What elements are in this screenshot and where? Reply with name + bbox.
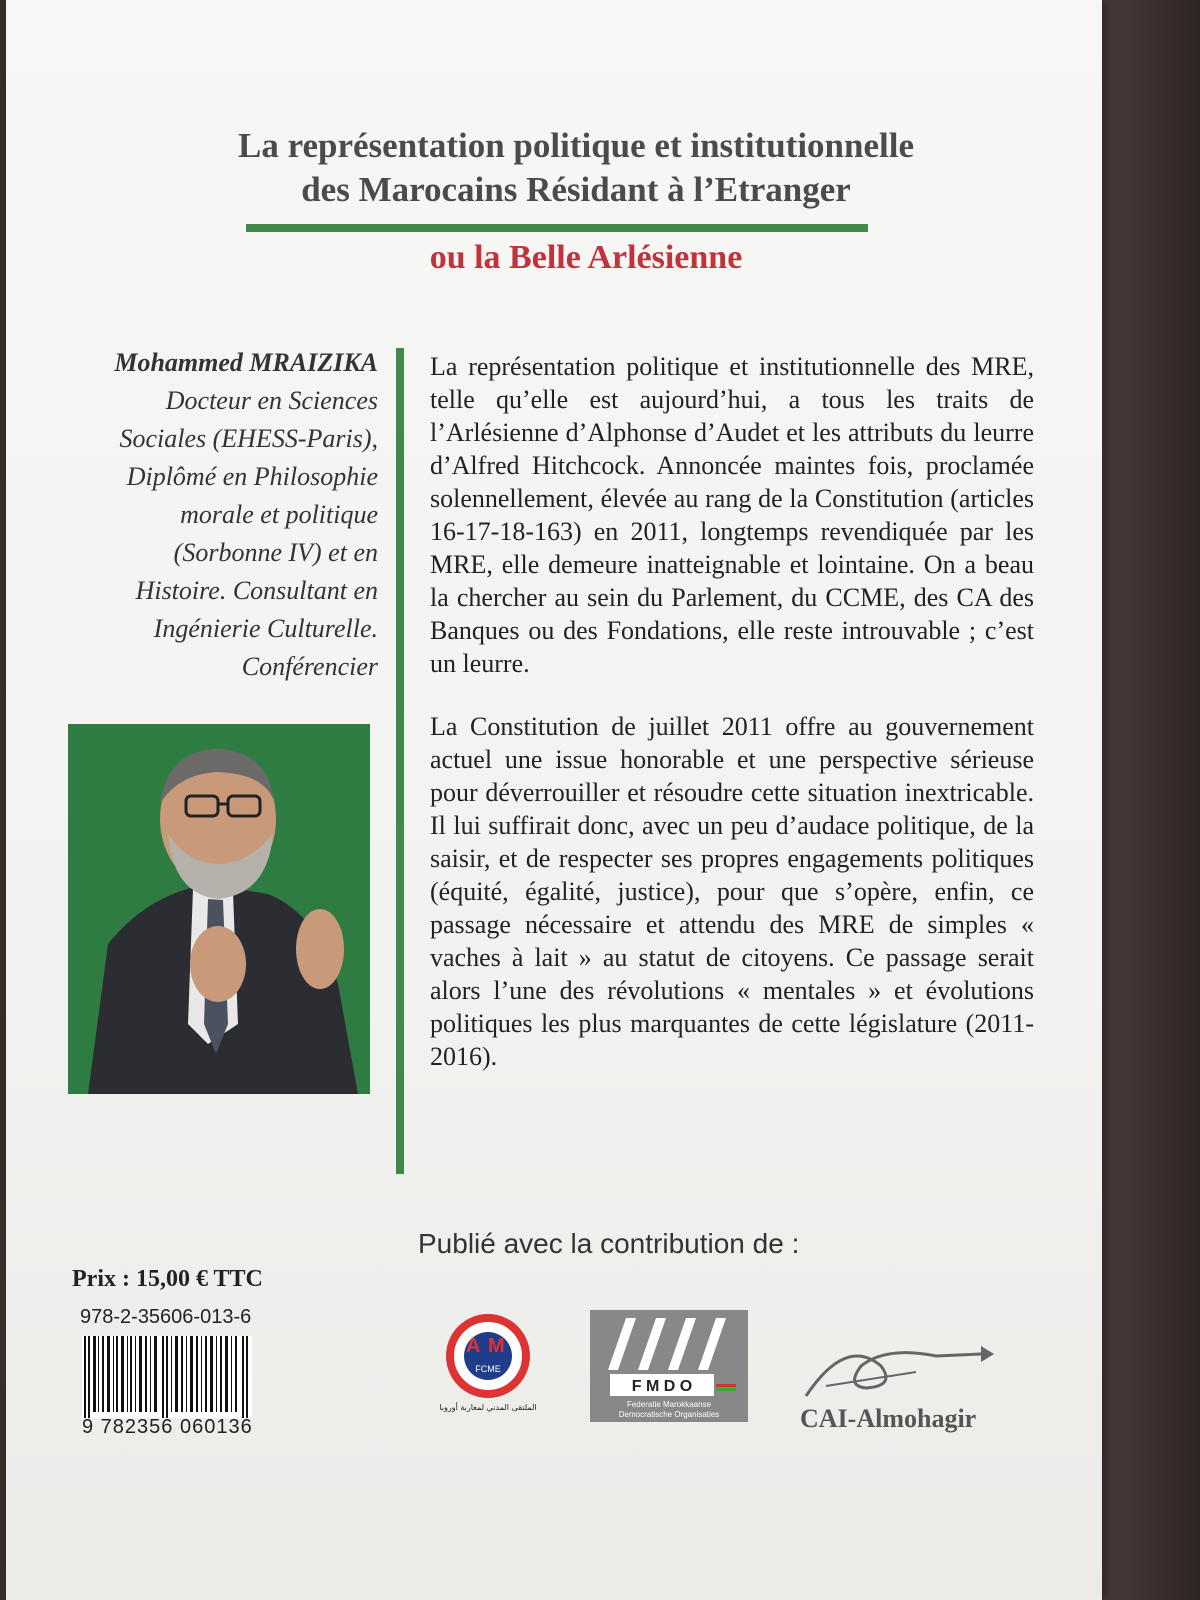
isbn-label: 978-2-35606-013-6 xyxy=(80,1306,252,1328)
blurb-paragraph-2: La Constitution de juillet 2011 offre au gouvernement actuel une issue honorable et une perspective sérieuse pour déverrouiller et résoudre cette situation inextricable. Il lui suffirait donc, avec un peu d’audace politique, de la saisir, et de respecter ses propres engagements politiques (équité, égalité, justice), pour que s’opère, enfin, ce passage nécessaire et attendu des MRE de simples « vaches à lait » au statut de citoyens. Ce passage serait alors l’une des révolutions « mentales » et évolutions politiques les plus marquantes de cette législature (2011-2016). xyxy=(430,712,1034,1071)
table-background xyxy=(1100,0,1200,1600)
fcme-logo-icon xyxy=(432,1312,544,1432)
svg-text:الملتقى المدني لمغاربة أوروبا: الملتقى المدني لمغاربة أوروبا xyxy=(439,1403,537,1412)
author-block xyxy=(46,344,378,686)
book-subtitle: ou la Belle Arlésienne xyxy=(429,239,743,276)
fcme-logo xyxy=(432,1312,544,1432)
svg-text:Federatie Marokkaanse: Federatie Marokkaanse xyxy=(626,1400,712,1409)
book-title-line-1: La représentation politique et institutionnelle xyxy=(237,126,915,165)
author-bio: Docteur en Sciences Sociales (EHESS-Paris), Diplômé en Philosophie morale et politique (Sorbonne IV) et en Histoire. Consultant en Ingénierie Culturelle. Conférencier xyxy=(119,386,378,681)
svg-text:Democratische Organisaties: Democratische Organisaties xyxy=(618,1410,720,1419)
cai-logo-icon xyxy=(786,1326,996,1416)
author-photo xyxy=(68,724,370,1094)
fmdo-logo xyxy=(590,1310,748,1422)
author-photo-illustration xyxy=(68,724,370,1094)
cai-logo xyxy=(786,1326,996,1416)
svg-text:FCME: FCME xyxy=(475,1364,501,1374)
fmdo-logo-icon xyxy=(590,1310,748,1422)
svg-text:M: M xyxy=(488,1335,505,1357)
book-back-cover xyxy=(6,0,1102,1600)
svg-text:A: A xyxy=(466,1335,481,1357)
published-with-label: Publié avec la contribution de : xyxy=(418,1228,800,1259)
back-cover-blurb xyxy=(430,350,1034,1103)
author-name: Mohammed MRAIZIKA xyxy=(114,348,378,377)
price-label: Prix : 15,00 € TTC xyxy=(72,1266,263,1292)
barcode-icon xyxy=(82,1336,252,1418)
book-title-line-2: des Marocains Résidant à l’Etranger xyxy=(301,170,851,209)
title-divider xyxy=(246,224,868,232)
column-divider xyxy=(396,348,404,1174)
cai-label: CAI-Almohagir xyxy=(800,1404,977,1433)
svg-text:F M D O: F M D O xyxy=(631,1378,693,1395)
barcode-digits: 9 782356 060136 xyxy=(82,1416,253,1438)
blurb-paragraph-1: La représentation politique et institutionnelle des MRE, telle qu’elle est aujourd’hui, a tous les traits de l’Arlésienne d’Alphonse d’Audet et les attributs du leurre d’Alfred Hitchcock. Annoncée maintes fois, proclamée solennellement, élevée au rang de la Constitution (articles 16-17-18-163) en 2011, longtemps revendiquée par les MRE, elle demeure inatteignable et lointaine. On a beau la chercher au sein du Parlement, du CCME, des CA des Banques ou des Fondations, elle reste introuvable ; c’est un leurre. xyxy=(430,352,1034,678)
